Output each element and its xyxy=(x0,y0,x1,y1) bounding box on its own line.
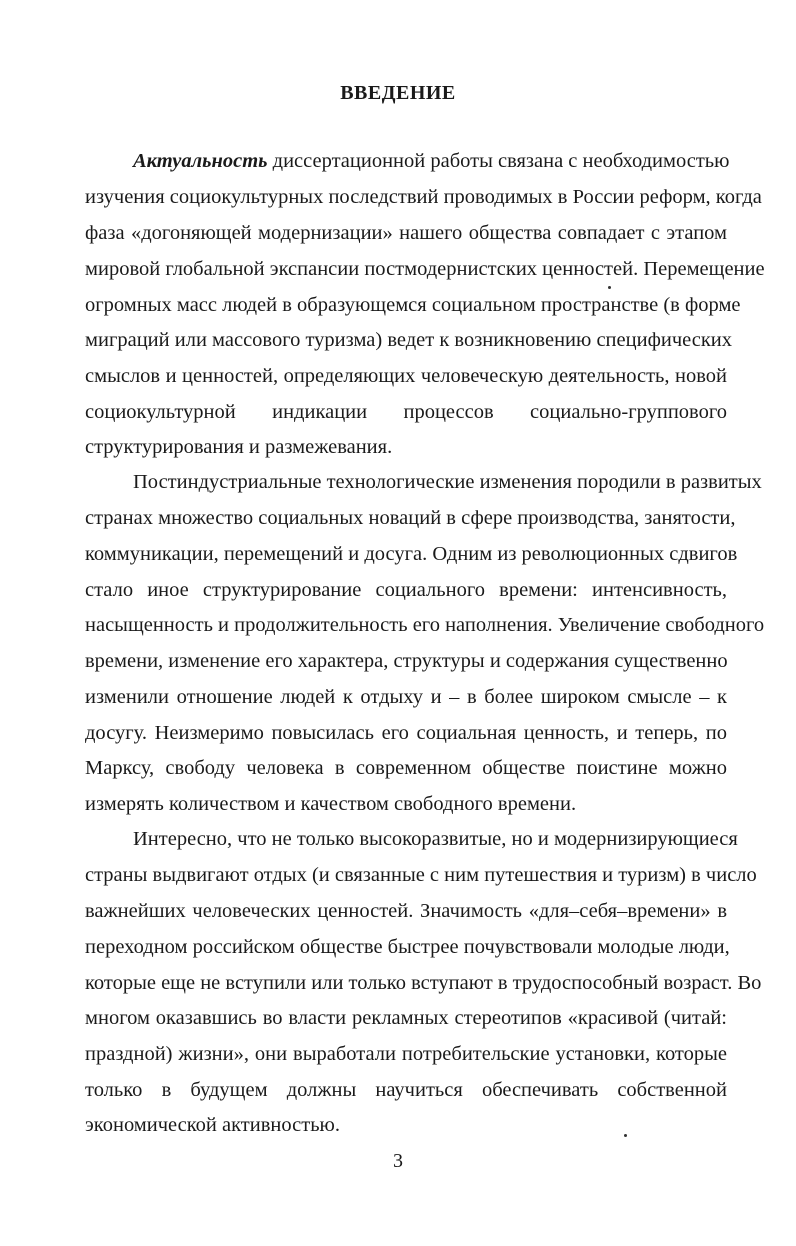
scan-speck xyxy=(608,286,611,289)
paragraph-2-line-10: измерять количеством и качеством свободного времени. xyxy=(85,793,577,815)
page-title: ВВЕДЕНИЕ xyxy=(340,82,456,104)
paragraph-3-line-7: праздной) жизни», они выработали потребительские установки, которые xyxy=(85,1043,727,1065)
paragraph-1-line-2: изучения социокультурных последствий проводимых в России реформ, когда xyxy=(85,186,762,208)
paragraph-3-line-6: многом оказавшись во власти рекламных стереотипов «красивой (читай: xyxy=(85,1007,727,1029)
paragraph-3-line-3: важнейших человеческих ценностей. Значимость «для–себя–времени» в xyxy=(85,900,727,922)
paragraph-2-line-3: коммуникации, перемещений и досуга. Одним из революционных сдвигов xyxy=(85,543,738,565)
paragraph-1-line-6: миграций или массового туризма) ведет к возникновению специфических xyxy=(85,329,733,351)
paragraph-3-line-1: Интересно, что не только высокоразвитые, но и модернизирующиеся xyxy=(133,828,738,850)
paragraph-2-line-4: стало иное структурирование социального времени: интенсивность, xyxy=(85,579,727,601)
paragraph-1-line-8: социокультурной индикации процессов социально-группового xyxy=(85,401,727,423)
paragraph-2-line-9: Марксу, свободу человека в современном обществе поистине можно xyxy=(85,757,727,779)
paragraph-3-line-5: которые еще не вступили или только вступают в трудоспособный возраст. Во xyxy=(85,972,762,994)
paragraph-2-line-6: времени, изменение его характера, структуры и содержания существенно xyxy=(85,650,728,672)
paragraph-1-line-5: огромных масс людей в образующемся социальном пространстве (в форме xyxy=(85,294,741,316)
paragraph-1-line-3: фаза «догоняющей модернизации» нашего общества совпадает с этапом xyxy=(85,222,727,244)
paragraph-1-line-9: структурирования и размежевания. xyxy=(85,436,393,458)
emphasis-term: Актуальность xyxy=(133,150,268,172)
paragraph-2-line-2: странах множество социальных новаций в сфере производства, занятости, xyxy=(85,507,736,529)
paragraph-1-line-1 xyxy=(133,148,730,174)
page-number: 3 xyxy=(393,1150,403,1172)
paragraph-1-line-1-text: диссертационной работы связана с необходимостью xyxy=(267,150,730,172)
paragraph-3-line-8: только в будущем должны научиться обеспечивать собственной xyxy=(85,1079,727,1101)
paragraph-2-line-5: насыщенность и продолжительность его наполнения. Увеличение свободного xyxy=(85,614,765,636)
paragraph-1-line-7: смыслов и ценностей, определяющих человеческую деятельность, новой xyxy=(85,365,727,387)
scan-speck xyxy=(624,1134,627,1137)
paragraph-2-line-7: изменили отношение людей к отдыху и – в более широком смысле – к xyxy=(85,686,727,708)
paragraph-3-line-4: переходном российском обществе быстрее почувствовали молодые люди, xyxy=(85,936,730,958)
paragraph-3-line-2: страны выдвигают отдых (и связанные с ним путешествия и туризм) в число xyxy=(85,864,757,886)
paragraph-3-line-9: экономической активностью. xyxy=(85,1114,340,1136)
paragraph-2-line-8: досугу. Неизмеримо повысилась его социальная ценность, и теперь, по xyxy=(85,722,727,744)
paragraph-1-line-4: мировой глобальной экспансии постмодернистских ценностей. Перемещение xyxy=(85,258,765,280)
paragraph-2-line-1: Постиндустриальные технологические изменения породили в развитых xyxy=(133,471,762,493)
